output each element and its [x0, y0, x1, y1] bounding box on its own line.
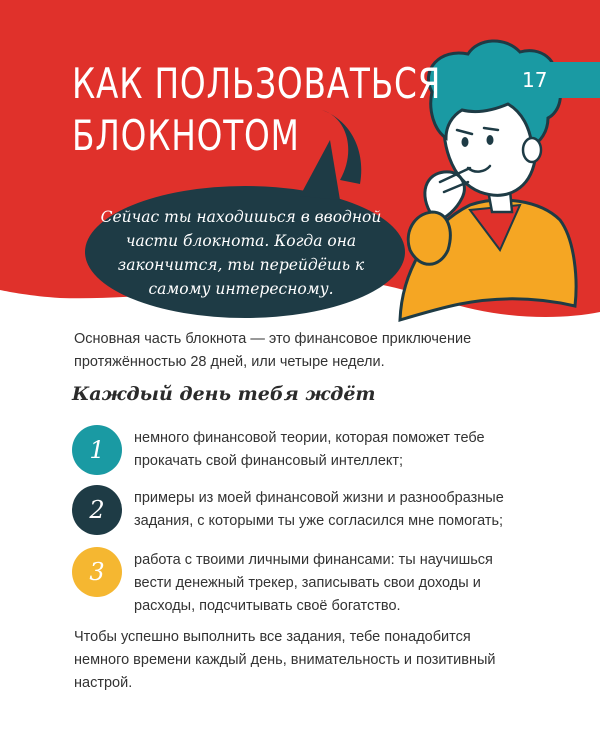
page-number-badge [506, 62, 600, 98]
page-number: 17 [522, 68, 548, 92]
list-item [72, 425, 542, 475]
intro-paragraph: Основная часть блокнота — это финансовое приключение протяжённостью 28 дней, или четыре недели. [74, 331, 472, 370]
number-badge-3 [72, 547, 122, 597]
list-item [72, 485, 542, 535]
list-heading: Каждый день тебя ждёт [72, 383, 376, 405]
speech-bubble-text: Сейчас ты находишься в вводной части блокнота. Когда она закончится, ты перейдёшь к самому интересному. [100, 208, 382, 298]
number-badge-label: 1 [89, 436, 105, 464]
title-line-1: КАК ПОЛЬЗОВАТЬСЯ [72, 59, 442, 108]
list-item-text: примеры из моей финансовой жизни и разнообразные задания, с которыми ты уже согласился мне помогать; [134, 490, 504, 529]
outro-paragraph: Чтобы успешно выполнить все задания, тебе понадобится немного времени каждый день, внимательность и позитивный настрой. [74, 629, 496, 691]
list-item-text: немного финансовой теории, которая поможет тебе прокачать свой финансовый интеллект; [134, 430, 485, 469]
number-badge-2 [72, 485, 122, 535]
number-badge-label: 3 [89, 558, 105, 586]
title-line-2: БЛОКНОТОМ [72, 111, 300, 160]
page-title [72, 58, 441, 162]
number-badge-1 [72, 425, 122, 475]
list-item [72, 547, 542, 618]
number-badge-label: 2 [89, 496, 105, 524]
list-item-text: работа с твоими личными финансами: ты научишься вести денежный трекер, записывать свои доходы и расходы, подсчитывать своё богатство. [134, 552, 493, 614]
